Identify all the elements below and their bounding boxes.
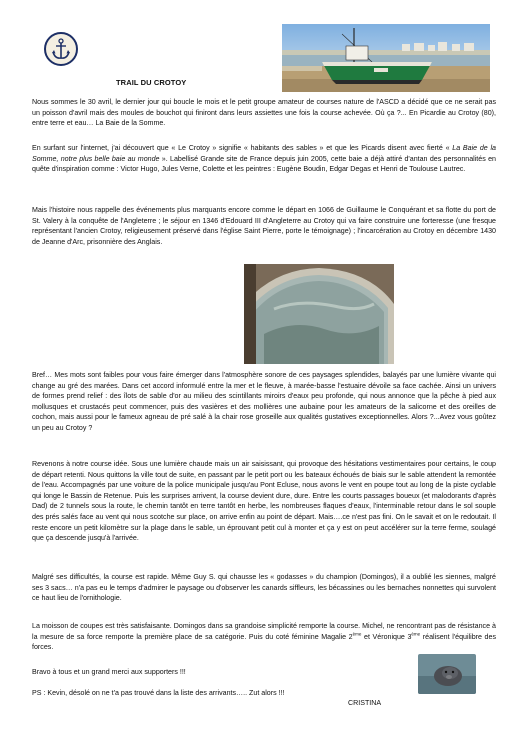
text-segment: En surfant sur l'internet, j'ai découvert que « Le Crotoy » signifie « habitants des sables » et que les Picards disent avec fierté « — [32, 144, 453, 152]
page-title: TRAIL DU CROTOY — [116, 78, 187, 87]
paragraph-thanks: Bravo à tous et un grand merci aux supporters !!! — [32, 668, 186, 676]
paragraph-intro: Nous sommes le 30 avril, le dernier jour qui boucle le mois et le petit groupe amateur de courses nature de l'ASCD a décidé que ce ne serait pas un poisson d'avril mais des moules de bouchot qui finiront dans leurs assiettes une fois la course achevée. Où ça ?... En Picardie au Crotoy (80), entre terre et eau… La Baie de la Somme. — [32, 98, 496, 128]
superscript: ème — [352, 631, 362, 637]
paragraph-ps: PS : Kevin, désolé on ne t'a pas trouvé dans la liste des arrivants….. Zut alors !!! — [32, 689, 285, 697]
text-segment: La moisson de coupes est très satisfaisante. Domingos dans sa grandoise simplicité remporte la course. Michel, ne rencontrant pas de résistance à la mesure de sa force remporte la première place de sa catégorie. Puis du coté féminine Magalie 2 — [32, 622, 496, 641]
boat-photo — [282, 24, 490, 92]
paragraph-history: Mais l'histoire nous rappelle des événements plus marquants encore comme le départ en 1066 de Guillaume le Conquérant et sa flotte du port de St. Valery à la conquête de l'Angleterre ; le séjour en 1346 d'Edouard III d'Angleterre au Crotoy qui va faire construire une forteresse (une fresque représentant l'ancien Crotoy, religieusement préservé dans l'église Saint Pierre, porte le témoignage) ; l'incarcération au Crotoy en décembre 1430 de Jeanne d'Arc, prisonnière des Anglais. — [32, 206, 496, 246]
paragraph-landscape: Bref… Mes mots sont faibles pour vous faire émerger dans l'atmosphère sonore de ces paysages splendides, balayés par une lumière vivante qui change au gré des marées. Dans cet accord informulé entre la mer et le fleuve, à marée-basse l'estuaire dévoile sa face cachée. Ainsi un univers de formes prend relief : des îlots de sable d'or au milieu des scintillants miroirs d'eaux peu profonde, qui nous annonce que la pêche à pied aux mollusques et crustacés peut commencer, puis des vasières et des mollières une aubaine pour les amateurs de la salicorne et des oreilles de cochon, mais aussi pour le fameux agneau de pré salé à la chair rose groseille aux qualités gustatives exceptionnelles. Alors ?...Avez vous goûtez un peu au Crotoy ? — [32, 371, 496, 432]
signature: CRISTINA — [348, 699, 382, 707]
anchor-icon — [46, 34, 76, 64]
club-logo — [44, 32, 78, 66]
text-segment: réalisent l'équilibre des forces. — [32, 632, 496, 652]
fresco-photo — [244, 264, 394, 364]
superscript: ème — [411, 631, 421, 637]
paragraph-race: Revenons à notre course idée. Sous une lumière chaude mais un air saisissant, qui provoque des hésitations vestimentaires pour certains, le coup de départ retenti. Nous quittons la ville tout de suite, en passant par le petit port ou les bateaux échoués de biais sur le sable attendent la remontée de l'eau. Accompagnés par une voiture de la police municipale jusqu'au Pont Ecluse, nous avons le vent en poupe tout au long de la piste cyclable qui longe le Bassin de Retenue. Puis les surprises arrivent, la course devient dure, dure. Entre les courts passages boueux (et malodorants d'après Dad) de 2 tunnels sous la route, le chemin tantôt en terre tantôt en herbe, les nombreuses flaques d'eaux, l'interminable retour dans le sol souple des prés salés face au vent qui nous scotche sur place, on arrive enfin au point de départ. Mais….ce n'est pas fini. On le savait et on le redoutait. Il reste encore un petit kilomètre sur la plage dans le sable, un éprouvant petit cul à monter et ça y est on peut accélérer sur la terre ferme, soulagé que ça descende jusqu'à l'arrivée. — [32, 460, 496, 543]
paragraph-results — [32, 621, 496, 653]
paragraph-difficulty: Malgré ses difficultés, la course est rapide. Même Guy S. qui chausse les « godasses » du champion (Domingos), il a oublié les siennes, malgré ses 3 sacs… n'a pas eu le temps d'admirer le paysage ou d'observer les canards siffleurs, les bécassines ou les bernaches nonnettes qui survolent ce haut lieu de l'ornithologie. — [32, 573, 496, 603]
text-segment: ». Labellisé Grande site de France depuis juin 2005, cette baie a déjà attiré d'antan des personnalités en quête d'inspiration comme : Victor Hugo, Jules Verne, Colette et les peintres : Eugène Boudin, Edgar Degas et Henri de Toulouse Lautrec. — [32, 154, 496, 174]
text-segment: et Véronique 3 — [361, 632, 412, 641]
seal-photo — [418, 654, 476, 694]
paragraph-internet — [32, 143, 496, 175]
quote-italic: La Baie de la Somme, notre plus belle baie au monde — [32, 144, 496, 163]
